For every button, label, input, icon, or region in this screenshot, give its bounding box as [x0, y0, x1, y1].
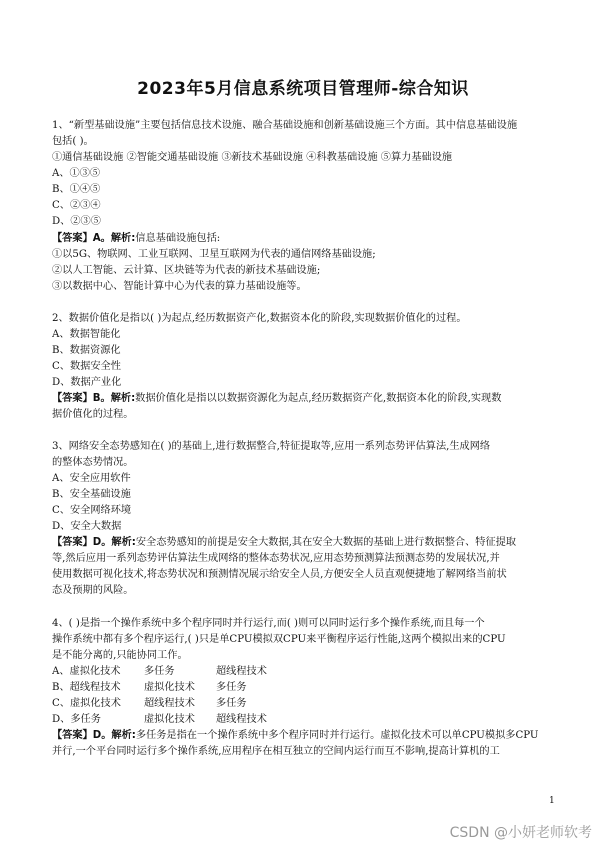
q3-answer-line-3: 使用数据可视化技术,将态势状况和预测情况展示给安全人员,方便安全人员直观便捷地了解网络当前状: [52, 569, 507, 580]
q4-option-c-1: C、虚拟化技术: [52, 698, 121, 709]
q2-option-b: B、数据资源化: [52, 345, 121, 356]
q4-option-a: [52, 664, 562, 680]
q2-option-a: A、数据智能化: [52, 329, 121, 340]
watermark: CSDN @小妍老师软考: [449, 825, 592, 841]
q2-option-d: D、数据产业化: [52, 377, 122, 388]
q4-option-d-1: D、多任务: [52, 714, 101, 725]
q2-option-c: C、数据安全性: [52, 361, 121, 372]
q3-line-2: 的整体态势情况。: [52, 457, 134, 468]
q1-answer-text: 信息基础设施包括:: [135, 233, 221, 244]
q4-option-a-3: 超线程技术: [216, 666, 267, 677]
q1-answer-line-2: ①以5G、物联网、工业互联网、卫星互联网为代表的通信网络基础设施;: [52, 249, 376, 260]
q1-answer-line-3: ②以人工智能、云计算、区块链等为代表的新技术基础设施;: [52, 265, 321, 276]
q4-option-d-3: 超线程技术: [216, 714, 267, 725]
q3-answer-line-2: 等,然后应用一系列态势评估算法生成网络的整体态势状况,应用态势预测算法预测态势的发展状况,并: [52, 553, 500, 564]
q4-answer-line-2: 并行,一个平台同时运行多个操作系统,应用程序在相互独立的空间内运行而互不影响,提高计算机的工: [52, 746, 500, 757]
q1-line-2: 包括( )。: [52, 136, 94, 147]
q3-answer-line-1: [52, 535, 562, 551]
q4-option-b: [52, 680, 562, 696]
q3-option-b: B、安全基础设施: [52, 489, 131, 500]
q3-line-1: 3、网络安全态势感知在( )的基础上,进行数据整合,特征提取等,应用一系列态势评估算法,生成网络: [52, 441, 491, 452]
q2-answer-line-1: [52, 391, 562, 407]
q3-option-a: A、安全应用软件: [52, 473, 131, 484]
q1-option-b: B、①④⑤: [52, 184, 101, 195]
q2-answer-text: 数据价值化是指以以数据资源化为起点,经历数据资产化,数据资本化的阶段,实现数: [135, 393, 502, 404]
q1-option-a: A、①③⑤: [52, 168, 101, 179]
q4-option-c-2: 超线程技术: [144, 698, 195, 709]
q1-answer-label: 【答案】A。解析:: [52, 233, 136, 244]
q2-answer-line-2: 据价值化的过程。: [52, 409, 134, 420]
q2-answer-label: 【答案】B。解析:: [52, 393, 136, 404]
q1-line-3: ①通信基础设施 ②智能交通基础设施 ③新技术基础设施 ④科教基础设施 ⑤算力基础设施: [52, 152, 453, 163]
q4-option-c: [52, 696, 562, 712]
q2-line-1: 2、数据价值化是指以( )为起点,经历数据资产化,数据资本化的阶段,实现数据价值化的过程。: [52, 313, 467, 324]
q1-option-d: D、②③⑤: [52, 216, 101, 227]
q3-answer-label: 【答案】D。解析:: [52, 537, 136, 548]
q4-answer-line-1: [52, 728, 562, 744]
q1-answer-line-1: [52, 231, 562, 247]
q4-option-d-2: 虚拟化技术: [144, 714, 195, 725]
q1-option-c: C、②③④: [52, 200, 101, 211]
q4-option-b-3: 多任务: [216, 682, 247, 693]
q4-line-3: 是不能分离的,只能协同工作。: [52, 650, 188, 661]
q4-answer-label: 【答案】D。解析:: [52, 730, 136, 741]
q1-answer-line-4: ③以数据中心、智能计算中心为代表的算力基础设施等。: [52, 281, 307, 292]
q4-option-c-3: 多任务: [216, 698, 247, 709]
q4-option-a-2: 多任务: [144, 666, 175, 677]
q3-answer-line-4: 态及预期的风险。: [52, 585, 134, 596]
q4-option-b-2: 虚拟化技术: [144, 682, 195, 693]
q4-line-2: 操作系统中都有多个程序运行,( )只是单CPU模拟双CPU来平衡程序运行性能,这两个模拟出来的CPU: [52, 634, 506, 645]
q1-line-1: 1、“新型基础设施”主要包括信息技术设施、融合基础设施和创新基础设施三个方面。其中信息基础设施: [52, 120, 518, 131]
q3-option-d: D、安全大数据: [52, 521, 122, 532]
q4-answer-text: 多任务是指在一个操作系统中多个程序同时并行运行。虚拟化技术可以单CPU模拟多CPU: [135, 730, 539, 741]
q4-option-b-1: B、超线程技术: [52, 682, 121, 693]
page-title: 2023年5月信息系统项目管理师-综合知识: [137, 79, 469, 99]
page-number: 1: [549, 796, 555, 806]
q4-option-a-1: A、虚拟化技术: [52, 666, 121, 677]
q3-option-c: C、安全网络环境: [52, 505, 132, 516]
q3-answer-text: 安全态势感知的前提是安全大数据,其在安全大数据的基础上进行数据整合、特征提取: [135, 537, 517, 548]
q4-line-1: 4、( )是指一个操作系统中多个程序同时并行运行,而( )则可以同时运行多个操作系统,而且每一个: [52, 618, 485, 629]
q4-option-d: [52, 712, 562, 728]
